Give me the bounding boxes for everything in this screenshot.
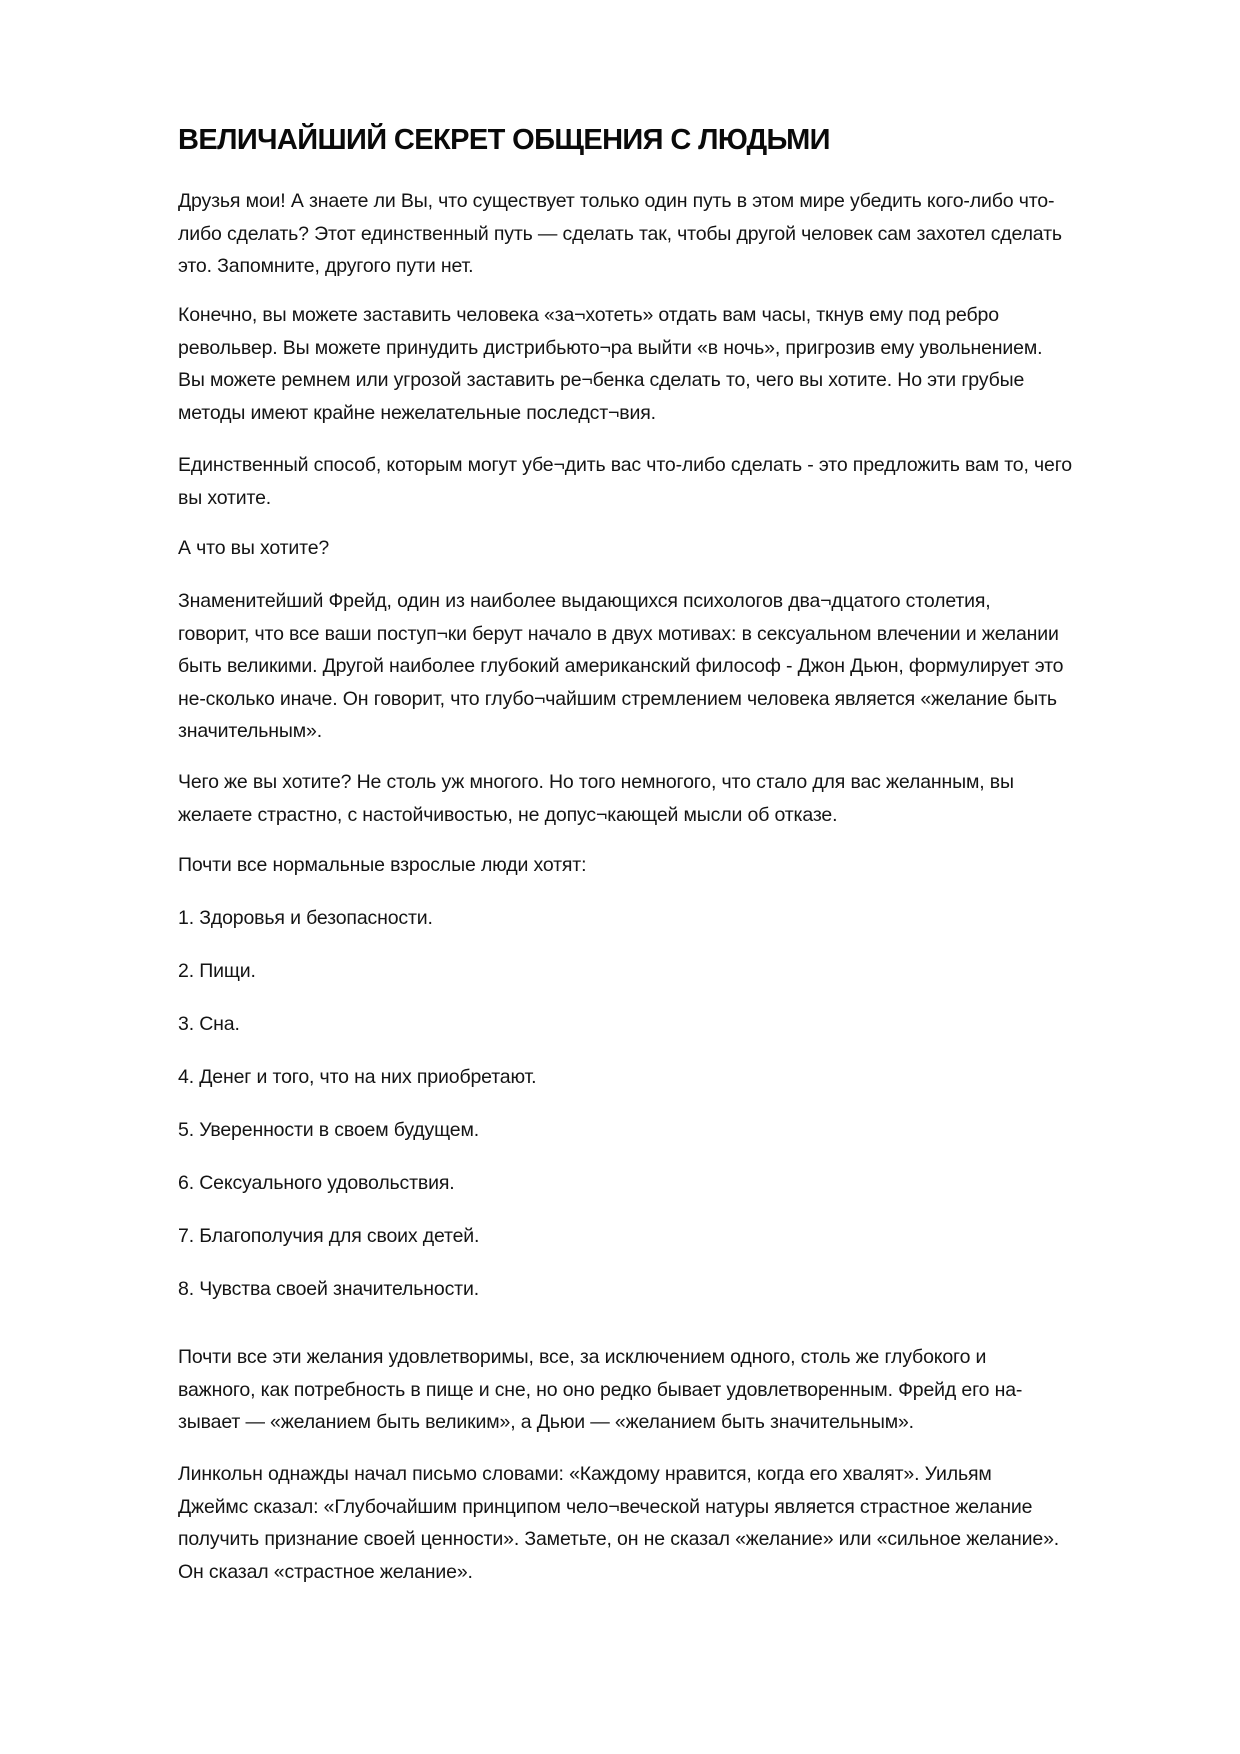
list-item-1 bbox=[178, 902, 1178, 935]
text-line: Почти все нормальные взрослые люди хотят: bbox=[178, 854, 587, 876]
list-item: 4. Денег и того, что на них приобретают. bbox=[178, 1066, 537, 1088]
list-item-5 bbox=[178, 1114, 1178, 1147]
text-line: Вы можете ремнем или угрозой заставить ре¬бенка сделать то, чего вы хотите. Но эти грубые bbox=[178, 369, 1025, 391]
text-line: Джеймс сказал: «Глубочайшим принципом чело¬веческой натуры является страстное желание bbox=[178, 1495, 1033, 1518]
text-line: желаете страстно, с настойчивостью, не допус¬кающей мысли об отказе. bbox=[178, 803, 838, 826]
text-line: А что вы хотите? bbox=[178, 537, 330, 559]
text-line: не-сколько иначе. Он говорит, что глубо¬чайшим стремлением человека является «желание быть bbox=[178, 687, 1057, 710]
text-line: револьвер. Вы можете принудить дистрибьюто¬ра выйти «в ночь», пригрозив ему увольнением. bbox=[178, 336, 1043, 359]
paragraph-intro bbox=[178, 185, 1178, 283]
text-line: Знаменитейший Фрейд, один из наиболее выдающихся психологов два¬дцатого столетия, bbox=[178, 590, 991, 612]
paragraph-list-intro bbox=[178, 849, 1178, 882]
list-item: 5. Уверенности в своем будущем. bbox=[178, 1119, 480, 1141]
list-item-6 bbox=[178, 1167, 1178, 1200]
list-item: 3. Сна. bbox=[178, 1013, 240, 1035]
page-title: ВЕЛИЧАЙШИЙ СЕКРЕТ ОБЩЕНИЯ С ЛЮДЬМИ bbox=[178, 124, 830, 156]
text-line: методы имеют крайне нежелательные последст¬вия. bbox=[178, 401, 656, 424]
paragraph-freud bbox=[178, 585, 1178, 748]
text-line: либо сделать? Этот единственный путь — сделать так, чтобы другой человек сам захотел сделать bbox=[178, 222, 1062, 245]
list-item: 1. Здоровья и безопасности. bbox=[178, 907, 433, 929]
paragraph-force bbox=[178, 299, 1178, 429]
list-item-7 bbox=[178, 1220, 1178, 1253]
paragraph-lincoln bbox=[178, 1458, 1178, 1588]
text-line: получить признание своей ценности». Заметьте, он не сказал «желание» или «сильное желание». bbox=[178, 1528, 1060, 1550]
text-line: Линкольн однажды начал письмо словами: «Каждому нравится, когда его хвалят». Уильям bbox=[178, 1463, 992, 1485]
text-line: Почти все эти желания удовлетворимы, все, за исключением одного, столь же глубокого и bbox=[178, 1346, 987, 1368]
list-item-2 bbox=[178, 955, 1178, 988]
text-line: важного, как потребность в пище и сне, но оно редко бывает удовлетворенным. Фрейд его на- bbox=[178, 1378, 1023, 1401]
paragraph-only-way bbox=[178, 449, 1178, 514]
list-item: 6. Сексуального удовольствия. bbox=[178, 1172, 455, 1194]
text-line: вы хотите. bbox=[178, 486, 272, 509]
text-line: говорит, что все ваши поступ¬ки берут начало в двух мотивах: в сексуальном влечении и желании bbox=[178, 622, 1059, 645]
paragraph-question bbox=[178, 532, 1178, 565]
text-line: быть великими. Другой наиболее глубокий американский философ - Джон Дьюн, формулирует это bbox=[178, 655, 1064, 677]
list-item: 7. Благополучия для своих детей. bbox=[178, 1225, 480, 1247]
list-item-3 bbox=[178, 1008, 1178, 1041]
list-item-8 bbox=[178, 1273, 1178, 1306]
text-line: Он сказал «страстное желание». bbox=[178, 1560, 473, 1583]
list-item: 2. Пищи. bbox=[178, 960, 256, 982]
text-line: зывает — «желанием быть великим», а Дьюи — «желанием быть значительным». bbox=[178, 1411, 914, 1433]
paragraph-what-you-want bbox=[178, 766, 1178, 831]
text-line: Конечно, вы можете заставить человека «за¬хотеть» отдать вам часы, ткнув ему под ребро bbox=[178, 304, 999, 326]
list-item-4 bbox=[178, 1061, 1178, 1094]
text-line: Единственный способ, которым могут убе¬дить вас что-либо сделать - это предложить вам то, чего bbox=[178, 454, 1072, 476]
text-line: Чего же вы хотите? Не столь уж многого. Но того немногого, что стало для вас желанным, вы bbox=[178, 771, 1014, 793]
paragraph-desires bbox=[178, 1341, 1178, 1439]
text-line: это. Запомните, другого пути нет. bbox=[178, 255, 474, 277]
text-line: значительным». bbox=[178, 720, 322, 742]
list-item: 8. Чувства своей значительности. bbox=[178, 1278, 479, 1300]
text-line: Друзья мои! А знаете ли Вы, что существует только один путь в этом мире убедить кого-либо что- bbox=[178, 190, 1055, 212]
